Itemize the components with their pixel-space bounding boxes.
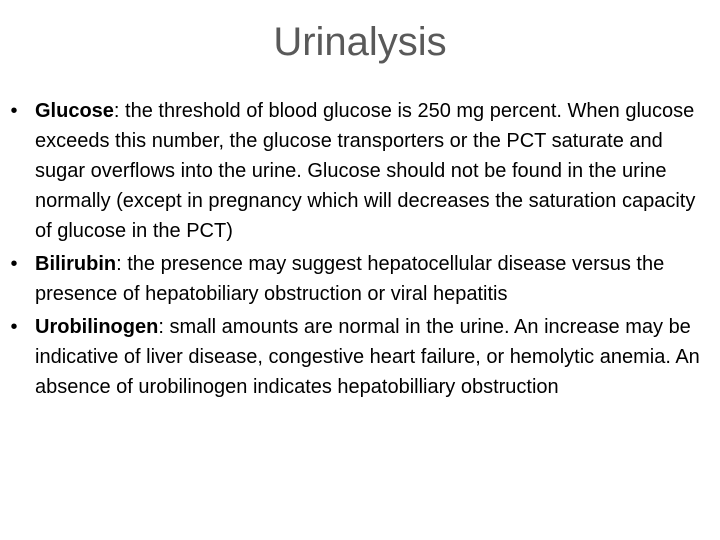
bullet-item-bilirubin (0, 249, 720, 309)
bullet-term: Glucose (35, 100, 114, 122)
slide-title: Urinalysis (273, 20, 447, 64)
bullet-dot-icon: • (10, 316, 18, 338)
bullet-dot-icon: • (10, 253, 18, 275)
bullet-term: Urobilinogen (35, 316, 159, 338)
bullet-item-urobilinogen (0, 312, 720, 402)
bullet-item-glucose (0, 96, 720, 246)
bullet-list (0, 96, 720, 405)
bullet-dot-icon: • (10, 100, 18, 122)
bullet-text: : small amounts are normal in the urine. An increase may be indicative of liver disease, congestive heart failure, or hemolytic anemia. An absence of urobilinogen indicates hepatobilliary obstruction (35, 316, 700, 398)
bullet-term: Bilirubin (35, 253, 117, 275)
bullet-text: : the threshold of blood glucose is 250 mg percent. When glucose exceeds this number, the glucose transporters or the PCT saturate and sugar overflows into the urine. Glucose should not be found in the urine normally (except in pregnancy which will decreases the saturation capacity of glucose in the PCT) (35, 100, 696, 242)
bullet-text: : the presence may suggest hepatocellular disease versus the presence of hepatobiliary obstruction or viral hepatitis (35, 253, 665, 305)
